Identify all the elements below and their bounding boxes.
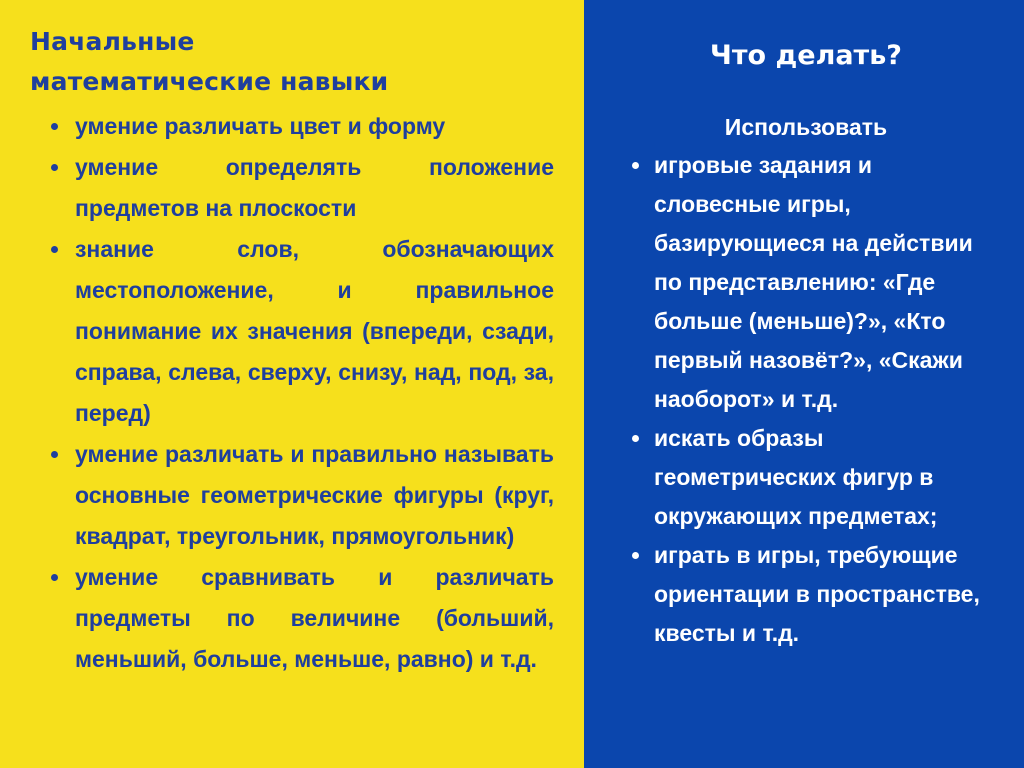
list-item bbox=[654, 146, 994, 419]
list-item-text: искать образы геометрических фигур в окружающих предметах; bbox=[654, 425, 938, 529]
bullet-icon bbox=[632, 435, 639, 442]
list-item bbox=[75, 557, 554, 680]
list-item-text: умение определять положение предметов на плоскости bbox=[75, 154, 554, 221]
list-item bbox=[654, 536, 994, 653]
actions-subtitle: Использовать bbox=[724, 114, 888, 140]
bullet-icon bbox=[51, 164, 58, 171]
list-item-text: играть в игры, требующие ориентации в пространстве, квесты и т.д. bbox=[654, 542, 980, 646]
list-item-text: умение различать цвет и форму bbox=[75, 113, 446, 139]
skills-title-line2: математические навыки bbox=[30, 67, 389, 96]
list-item bbox=[75, 106, 554, 147]
list-item bbox=[654, 419, 994, 536]
list-item bbox=[75, 147, 554, 229]
actions-panel bbox=[584, 0, 1024, 768]
skills-title-line1: Начальные bbox=[30, 27, 195, 56]
skills-list bbox=[30, 106, 554, 680]
list-item-text: знание слов, обозначающих местоположение, и правильное понимание их значения (впереди, сзади, справа, слева, сверху, снизу, над, под, за, перед) bbox=[75, 236, 554, 426]
bullet-icon bbox=[632, 552, 639, 559]
list-item bbox=[75, 434, 554, 557]
actions-list bbox=[608, 146, 994, 653]
skills-title bbox=[30, 22, 554, 102]
bullet-icon bbox=[51, 246, 58, 253]
bullet-icon bbox=[51, 451, 58, 458]
list-item-text: умение различать и правильно называть основные геометрические фигуры (круг, квадрат, треугольник, прямоугольник) bbox=[75, 441, 554, 549]
list-item-text: игровые задания и словесные игры, базирующиеся на действии по представлению: «Где больше (меньше)?», «Кто первый назовёт?», «Скажи наоборот» и т.д. bbox=[654, 152, 973, 412]
bullet-icon bbox=[632, 162, 639, 169]
bullet-icon bbox=[51, 123, 58, 130]
list-item-text: умение сравнивать и различать предметы по величине (больший, меньший, больше, меньше, равно) и т.д. bbox=[75, 564, 554, 672]
list-item bbox=[75, 229, 554, 434]
bullet-icon bbox=[51, 574, 58, 581]
actions-title: Что делать? bbox=[710, 40, 902, 71]
